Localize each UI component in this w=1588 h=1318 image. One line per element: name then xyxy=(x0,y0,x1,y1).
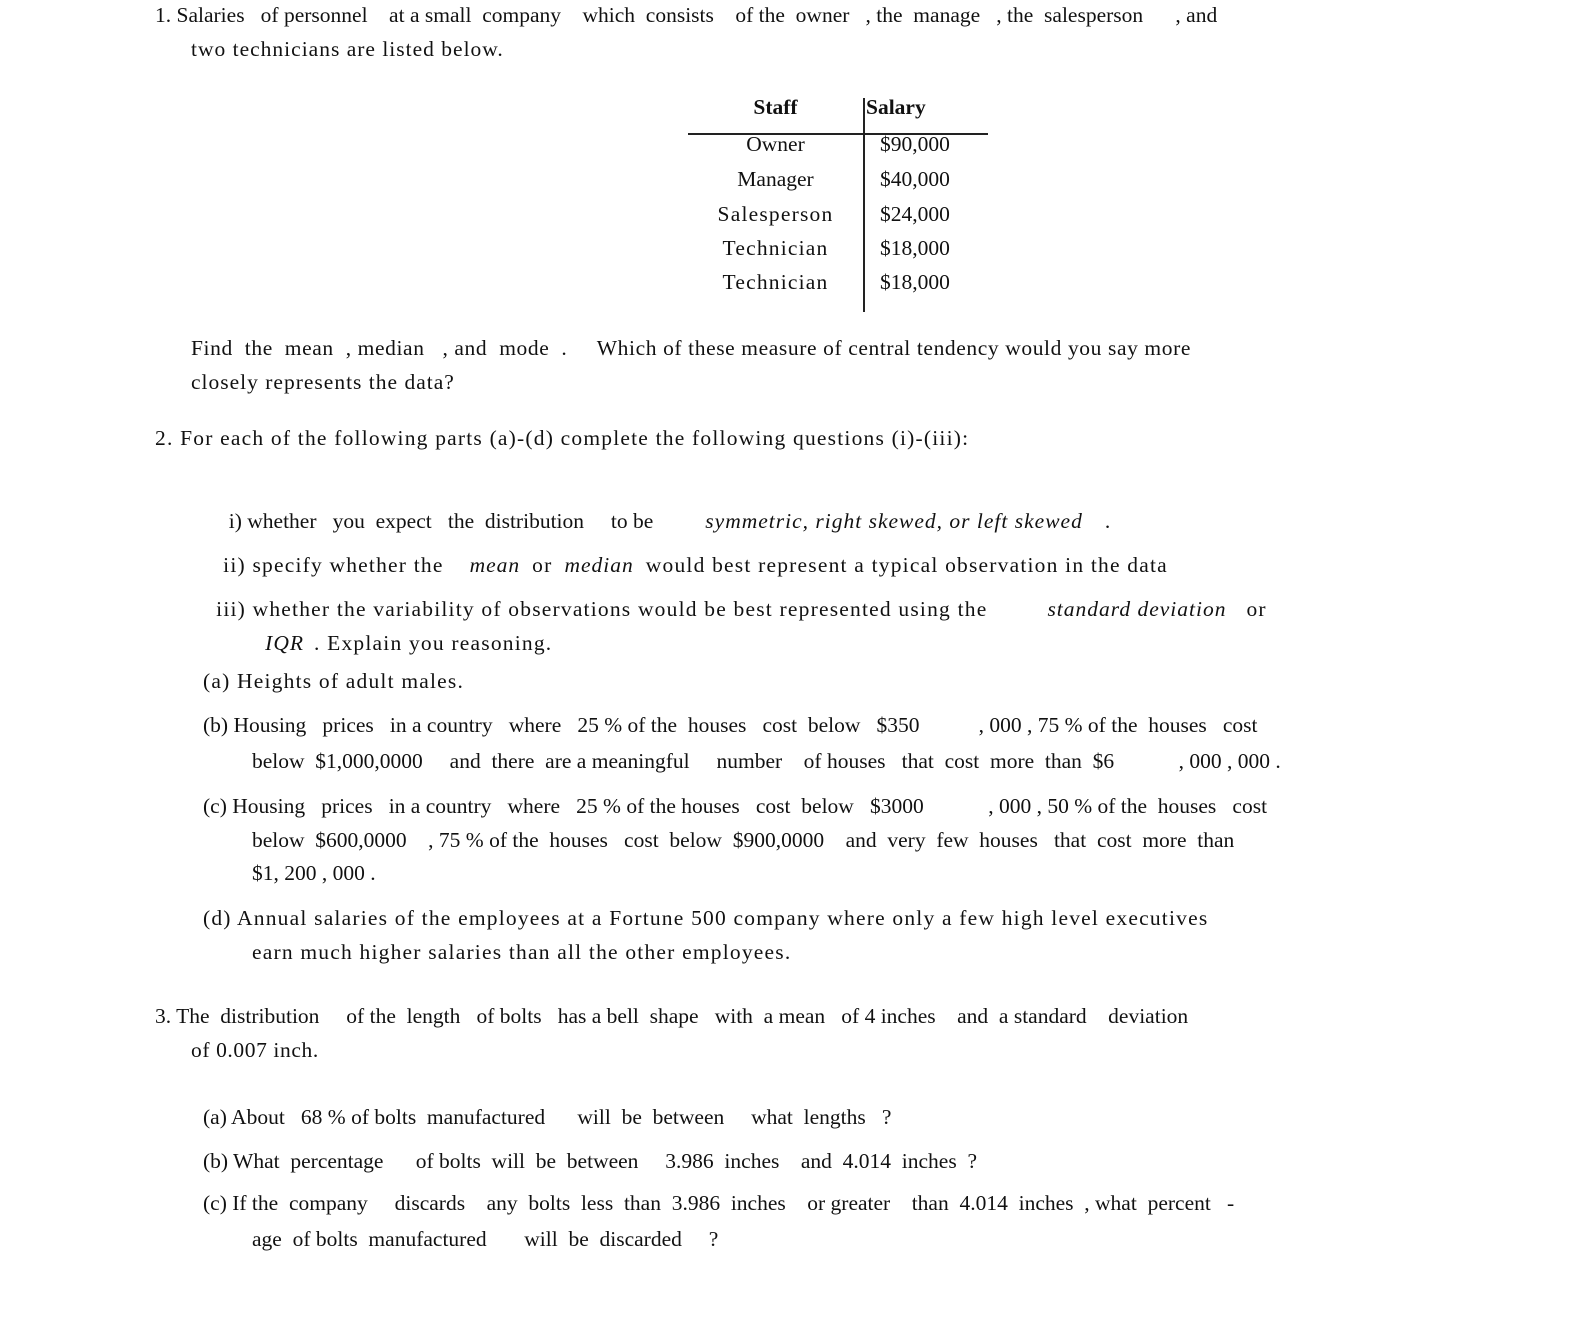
q1-text-line-2: two technicians are listed below. xyxy=(191,37,504,61)
q2-part-b-line-2: below $1,000,0000 and there are a meaningful number of houses that cost more than $6 , 000 , 000 . xyxy=(252,749,1281,773)
table-cell-staff: Technician xyxy=(722,270,829,294)
q2-item-ii-or: or xyxy=(532,553,553,577)
table-header-staff: Staff xyxy=(753,95,798,119)
q2-part-d-line-2: earn much higher salaries than all the other employees. xyxy=(252,940,792,964)
q3-part-b: (b) What percentage of bolts will be between 3.986 inches and 4.014 inches ? xyxy=(203,1149,977,1173)
q1-text-line-1: 1. Salaries of personnel at a small company which consists of the owner , the manage , the salesperson , and xyxy=(155,3,1218,27)
q2-part-b-line-1: (b) Housing prices in a country where 25 % of the houses cost below $350 , 000 , 75 % of the houses cost xyxy=(203,713,1258,737)
salary-table xyxy=(688,92,988,314)
table-cell-salary: $24,000 xyxy=(880,202,950,226)
table-cell-staff: Technician xyxy=(722,236,829,260)
q2-item-iii-line-2 xyxy=(252,604,552,656)
q2-item-iii-iqr: IQR xyxy=(265,631,304,655)
table-cell-salary: $40,000 xyxy=(880,167,950,191)
q2-item-iii-italic: standard deviation xyxy=(1047,597,1227,621)
table-cell-staff: Manager xyxy=(737,167,814,191)
table-vertical-rule xyxy=(863,98,865,312)
table-header-salary: Salary xyxy=(866,95,926,119)
table-cell-salary: $90,000 xyxy=(880,132,950,156)
q2-item-ii-mean: mean xyxy=(469,553,521,577)
q2-item-ii-text: ii) specify whether the xyxy=(223,553,444,577)
q2-item-ii-rest: would best represent a typical observation in the data xyxy=(645,553,1168,577)
q2-item-iii-reasoning: . Explain you reasoning. xyxy=(313,631,553,655)
q2-part-c-line-2: below $600,0000 , 75 % of the houses cost below $900,0000 and very few houses that cost more than xyxy=(252,828,1235,852)
q2-part-c-line-3: $1, 200 , 000 . xyxy=(252,861,376,885)
q2-item-i-text: i) whether you expect the distribution to be xyxy=(228,509,654,533)
table-cell-salary: $18,000 xyxy=(880,270,950,294)
q2-item-i-italic: symmetric, right skewed, or left skewed xyxy=(705,509,1083,533)
q3-text-line-2: of 0.007 inch. xyxy=(191,1038,319,1062)
q2-item-i-period: . xyxy=(1104,509,1111,533)
q3-text-line-1: 3. The distribution of the length of bolts has a bell shape with a mean of 4 inches and a standard deviation xyxy=(155,1004,1189,1028)
q3-part-c-line-1: (c) If the company discards any bolts less than 3.986 inches or greater than 4.014 inches , what percent - xyxy=(203,1191,1235,1215)
q2-part-c-line-1: (c) Housing prices in a country where 25 % of the houses cost below $3000 , 000 , 50 % of the houses cost xyxy=(203,794,1268,818)
q2-item-iii-or: or xyxy=(1246,597,1267,621)
q2-part-a: (a) Heights of adult males. xyxy=(203,669,465,693)
q2-part-d-line-1: (d) Annual salaries of the employees at a Fortune 500 company where only a few high level executives xyxy=(203,906,1209,930)
table-cell-staff: Owner xyxy=(746,132,805,156)
table-cell-staff: Salesperson xyxy=(717,202,834,226)
q3-part-a: (a) About 68 % of bolts manufactured will be between what lengths ? xyxy=(203,1105,892,1129)
table-cell-salary: $18,000 xyxy=(880,236,950,260)
q2-item-ii-median: median xyxy=(564,553,634,577)
q1-find-line-1: Find the mean , median , and mode . Which of these measure of central tendency would you say more xyxy=(191,336,1191,360)
q3-part-c-line-2: age of bolts manufactured will be discarded ? xyxy=(252,1227,719,1251)
q1-find-line-2: closely represents the data? xyxy=(191,370,455,394)
q2-item-iii-text: iii) whether the variability of observations would be best represented using the xyxy=(216,597,988,621)
q2-intro: 2. For each of the following parts (a)-(d) complete the following questions (i)-(iii): xyxy=(155,426,970,450)
